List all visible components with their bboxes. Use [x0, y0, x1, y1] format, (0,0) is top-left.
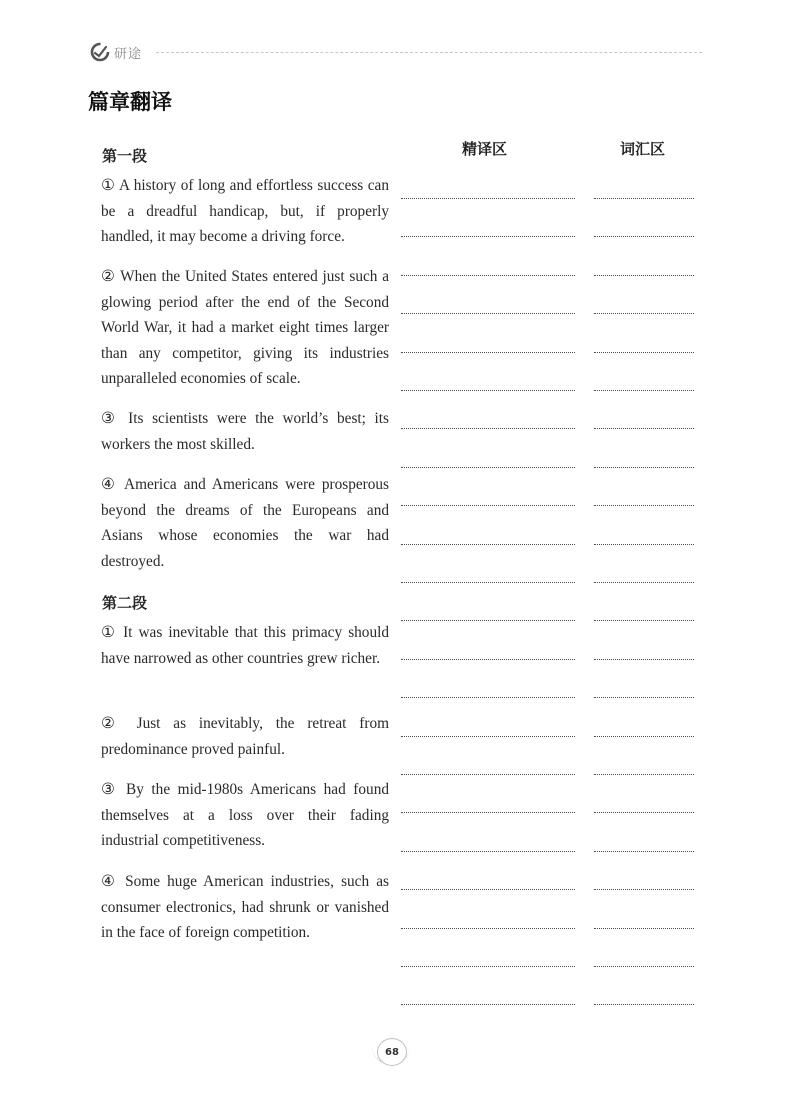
page-title: 篇章翻译 [88, 90, 172, 114]
vocabulary-line [594, 467, 694, 468]
vocabulary-line [594, 889, 694, 890]
vocabulary-line [594, 659, 694, 660]
page-header [90, 40, 702, 66]
vocabulary-line [594, 313, 694, 314]
vocabulary-line [594, 736, 694, 737]
fine-translation-line [401, 505, 575, 506]
page-number: 68 [377, 1038, 407, 1066]
vocabulary-line [594, 352, 694, 353]
vocabulary-line [594, 774, 694, 775]
vocabulary-line [594, 620, 694, 621]
fine-translation-line [401, 851, 575, 852]
fine-translation-line [401, 313, 575, 314]
header-divider [156, 52, 702, 53]
brand-name: 研途 [114, 46, 143, 62]
fine-translation-line [401, 966, 575, 967]
sentence: ④ Some huge American industries, such as consumer electronics, had shrunk or vanished in the face of foreign competition. [101, 873, 389, 942]
paragraph-label: 第二段 [102, 594, 148, 612]
vocabulary-line [594, 505, 694, 506]
brand-logo [90, 40, 142, 64]
vocabulary-line [594, 582, 694, 583]
fine-translation-line [401, 236, 575, 237]
sentence: ② Just as inevitably, the retreat from predominance proved painful. [101, 715, 389, 758]
vocabulary-line [594, 198, 694, 199]
sentence: ① It was inevitable that this primacy should have narrowed as other countries grew richer. [101, 624, 389, 667]
vocabulary-line [594, 966, 694, 967]
fine-translation-line [401, 774, 575, 775]
fine-translation-line [401, 390, 575, 391]
fine-translation-line [401, 736, 575, 737]
fine-translation-line [401, 352, 575, 353]
sentence: ④ America and Americans were prosperous beyond the dreams of the Europeans and Asians whose economies the war had destroyed. [101, 476, 389, 570]
vocabulary-line [594, 390, 694, 391]
vocabulary-line [594, 236, 694, 237]
fine-translation-line [401, 198, 575, 199]
fine-translation-line [401, 812, 575, 813]
fine-translation-line [401, 467, 575, 468]
sentence: ② When the United States entered just such a glowing period after the end of the Second World War, it had a market eight times larger than any competitor, giving its industries unparalleled economies of scale. [101, 268, 389, 388]
vocabulary-line [594, 812, 694, 813]
fine-translation-line [401, 659, 575, 660]
fine-translation-line [401, 582, 575, 583]
vocabulary-line [594, 928, 694, 929]
sentence: ③ Its scientists were the world’s best; its workers the most skilled. [101, 410, 389, 453]
fine-translation-line [401, 697, 575, 698]
fine-translation-line [401, 275, 575, 276]
fine-translation-line [401, 428, 575, 429]
sentence: ① A history of long and effortless success can be a dreadful handicap, but, if properly handled, it may become a driving force. [101, 177, 389, 246]
vocabulary-line [594, 851, 694, 852]
vocabulary-line [594, 1004, 694, 1005]
vocabulary-line [594, 697, 694, 698]
fine-translation-line [401, 620, 575, 621]
paragraph-label: 第一段 [102, 147, 148, 165]
fine-translation-line [401, 928, 575, 929]
vocabulary-line [594, 544, 694, 545]
vocabulary-line [594, 428, 694, 429]
vocabulary-column-header: 词汇区 [620, 140, 666, 158]
fine-translation-line [401, 889, 575, 890]
fine-translation-line [401, 544, 575, 545]
logo-icon [90, 42, 110, 62]
sentence: ③ By the mid-1980s Americans had found themselves at a loss over their fading industrial competitiveness. [101, 781, 389, 850]
fine-translation-column-header: 精译区 [462, 140, 508, 158]
vocabulary-line [594, 275, 694, 276]
fine-translation-line [401, 1004, 575, 1005]
